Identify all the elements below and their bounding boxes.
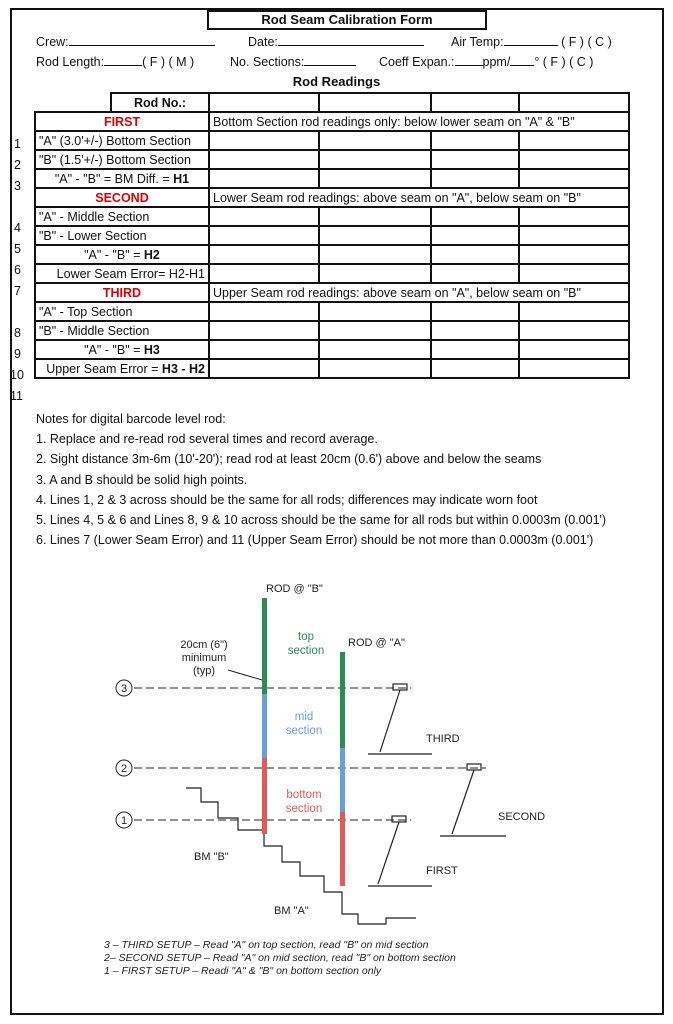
level-instrument-second [467,764,481,770]
min-label-3: (typ) [193,665,215,677]
note-item: 5. Lines 4, 5 & 6 and Lines 8, 9 & 10 across should be the same for all rods but within 0.0003m (0.001') [36,513,607,528]
reading-cell[interactable] [519,150,629,169]
row-label: "A" (3.0'+/-) Bottom Section [35,131,209,150]
mid-section-label-2: section [285,725,323,737]
reading-cell[interactable] [319,131,431,150]
section-third-note: Upper Seam rod readings: above seam on "A", below seam on "B" [209,283,629,302]
bottom-section-label-2: section [285,803,323,815]
row-number: 3 [14,179,21,193]
sections-label: No. Sections: [230,55,305,69]
reading-cell[interactable] [209,226,319,245]
reading-cell[interactable] [519,226,629,245]
row-number: 2 [14,158,21,172]
legend-line-1: 1 – FIRST SETUP – Readi "A" & "B" on bottom section only [104,965,382,977]
reading-cell[interactable] [431,245,519,264]
reading-cell[interactable] [209,302,319,321]
reading-cell[interactable] [519,359,629,378]
reading-cell[interactable] [431,226,519,245]
top-section-label-2: section [287,645,325,657]
reading-cell[interactable] [209,131,319,150]
tripod-second [452,770,474,834]
top-section-label-1: top [298,631,314,643]
min-label-1: 20cm (6") [180,639,228,651]
rod-no-cell[interactable] [209,93,319,112]
level-2-label: 2 [120,763,128,775]
row-label: "A" - "B" = H2 [35,245,209,264]
reading-cell[interactable] [319,207,431,226]
rod-b-top-section [262,598,267,694]
section-first-note: Bottom Section rod readings only: below lower seam on "A" & "B" [209,112,629,131]
reading-cell[interactable] [319,245,431,264]
row-number: 6 [14,263,21,277]
reading-cell[interactable] [209,264,319,283]
reading-cell[interactable] [431,340,519,359]
row-label: Upper Seam Error = H3 - H2 [35,359,209,378]
coeff-units: ° ( F ) ( C ) [534,55,594,69]
min-label-2: minimum [181,652,227,664]
air-temp-field[interactable] [451,35,612,49]
reading-cell[interactable] [319,321,431,340]
reading-cell[interactable] [319,340,431,359]
coeff-ppm: ppm/ [482,55,511,69]
level-instrument-first [392,816,406,822]
notes-heading: Notes for digital barcode level rod: [36,412,226,426]
bm-a-label: BM "A" [274,905,309,917]
reading-cell[interactable] [519,207,629,226]
note-item: 3. A and B should be solid high points. [36,472,248,487]
air-temp-units: ( F ) ( C ) [561,35,612,49]
date-field[interactable] [248,35,424,49]
rod-no-cell[interactable] [519,93,629,112]
section-first-label: FIRST [35,112,209,131]
reading-cell[interactable] [209,359,319,378]
reading-cell[interactable] [319,359,431,378]
second-label: SECOND [498,811,546,823]
tripod-third [380,690,400,752]
rod-length-label: Rod Length: [36,55,105,69]
rod-a-top-section [340,652,345,748]
mid-section-label-1: mid [294,711,314,723]
third-label: THIRD [426,733,460,745]
rod-readings-table [34,92,630,379]
rod-readings-title: Rod Readings [292,74,381,89]
reading-cell[interactable] [209,169,319,188]
reading-cell[interactable] [209,340,319,359]
crew-label: Crew: [36,35,69,49]
row-number: 9 [14,347,21,361]
date-label: Date: [248,35,278,49]
row-label: "B" - Middle Section [35,321,209,340]
reading-cell[interactable] [519,321,629,340]
air-temp-label: Air Temp: [451,35,504,49]
rod-no-cell[interactable] [319,93,431,112]
row-number: 1 [14,137,21,151]
reading-cell[interactable] [319,302,431,321]
tripod-first [378,822,399,884]
rod-setup-diagram [86,562,568,1000]
rod-length-field[interactable] [36,55,194,69]
reading-cell[interactable] [431,169,519,188]
reading-cell[interactable] [209,150,319,169]
row-label: "A" - Top Section [35,302,209,321]
row-number: 5 [14,242,21,256]
row-label: "A" - "B" = H3 [35,340,209,359]
crew-field[interactable] [36,35,215,49]
rod-b-label: ROD @ "B" [266,583,323,595]
rod-no-cell[interactable] [431,93,519,112]
row-number: 8 [14,326,21,340]
row-number: 7 [14,284,21,298]
legend-line-2: 2– SECOND SETUP – Read "A" on mid section, read "B" on bottom section [104,952,456,964]
row-number: 4 [14,221,21,235]
level-3-label: 3 [120,683,128,695]
section-second-note: Lower Seam rod readings: above seam on "A", below seam on "B" [209,188,629,207]
reading-cell[interactable] [319,226,431,245]
reading-cell[interactable] [319,169,431,188]
row-number: 11 [10,389,23,403]
row-label: "A" - Middle Section [35,207,209,226]
reading-cell[interactable] [431,131,519,150]
reading-cell[interactable] [431,207,519,226]
form-title: Rod Seam Calibration Form [207,10,487,30]
level-1-label: 1 [120,815,128,827]
row-label: "B" - Lower Section [35,226,209,245]
reading-cell[interactable] [431,264,519,283]
bottom-section-label-1: bottom [286,789,322,801]
reading-cell[interactable] [319,150,431,169]
bm-b-label: BM "B" [194,851,229,863]
rod-a-bottom-section [340,812,345,886]
reading-cell[interactable] [209,245,319,264]
reading-cell[interactable] [431,302,519,321]
reading-cell[interactable] [209,207,319,226]
level-instrument-third [393,684,407,690]
reading-cell[interactable] [519,340,629,359]
reading-cell[interactable] [209,321,319,340]
section-third-label: THIRD [35,283,209,302]
reading-cell[interactable] [431,321,519,340]
row-label: Lower Seam Error= H2-H1 [35,264,209,283]
sections-field[interactable] [230,55,356,69]
reading-cell[interactable] [431,150,519,169]
reading-cell[interactable] [519,302,629,321]
note-item: 6. Lines 7 (Lower Seam Error) and 11 (Upper Seam Error) should be not more than 0.0003m (0.001') [36,533,594,548]
note-item: 2. Sight distance 3m-6m (10'-20'); read rod at least 20cm (0.6') above and below the seams [36,452,542,467]
row-number: 10 [10,368,24,382]
min-arrow [228,670,262,680]
rod-b-bottom-section [262,758,267,834]
reading-cell[interactable] [519,131,629,150]
rod-no-label: Rod No.: [111,93,209,112]
reading-cell[interactable] [431,359,519,378]
rod-a-label: ROD @ "A" [348,637,405,649]
coeff-label: Coeff Expan.: [379,55,455,69]
row-label: "B" (1.5'+/-) Bottom Section [35,150,209,169]
reading-cell[interactable] [519,169,629,188]
reading-cell[interactable] [519,245,629,264]
notes-block [36,409,606,550]
note-item: 1. Replace and re-read rod several times and record average. [36,432,378,447]
diagram-svg [86,562,568,1000]
reading-cell[interactable] [319,264,431,283]
note-item: 4. Lines 1, 2 & 3 across should be the same for all rods; differences may indicate worn foot [36,492,538,507]
reading-cell[interactable] [519,264,629,283]
rod-a-mid-section [340,748,345,812]
row-label: "A" - "B" = BM Diff. = H1 [35,169,209,188]
section-second-label: SECOND [35,188,209,207]
coeff-field[interactable] [379,55,593,69]
legend-line-3: 3 – THIRD SETUP – Read "A" on top section, read "B" on mid section [104,939,429,951]
first-label: FIRST [426,865,458,877]
rod-length-units: ( F ) ( M ) [142,55,195,69]
rod-b-mid-section [262,694,267,758]
